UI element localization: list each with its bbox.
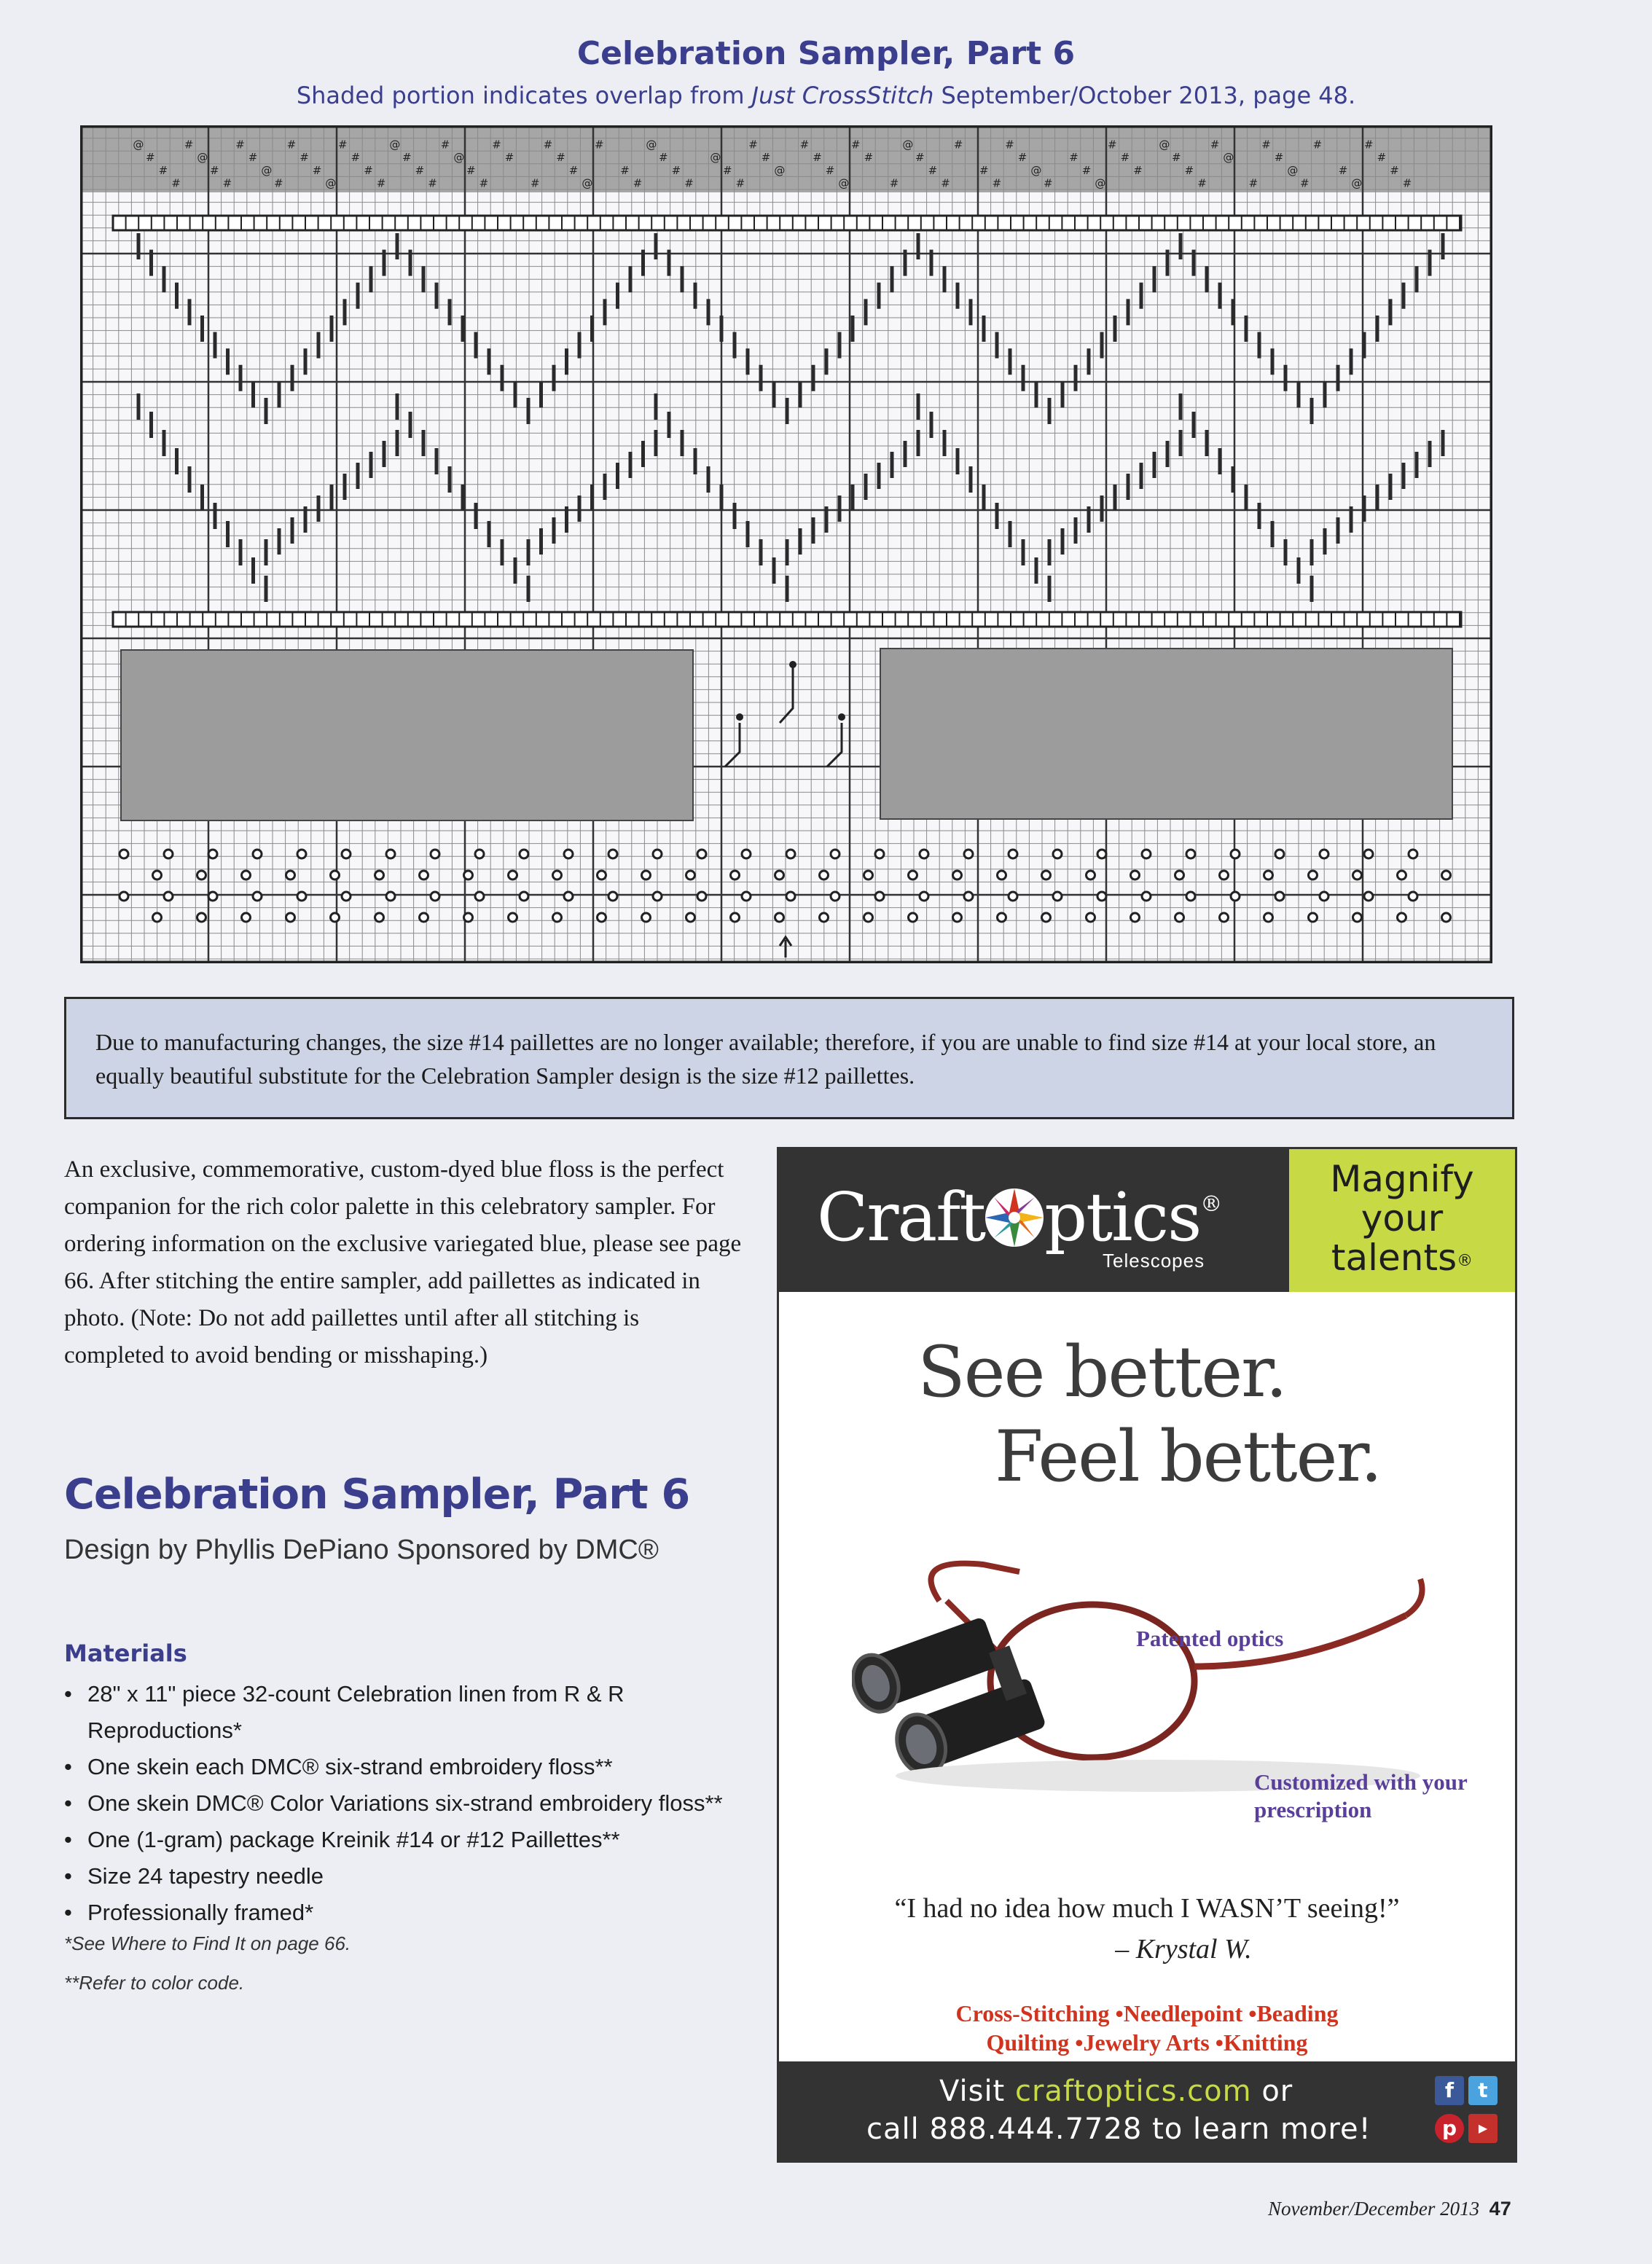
- notice-text: Due to manufacturing changes, the size #14 paillettes are no longer available; therefore, if you are unable to find size #14 at your local store, an equally beautiful substitute for the Celebration Sampler design is the size #12 paillettes.: [95, 1029, 1436, 1089]
- paillette-symbol: [253, 850, 262, 858]
- paillette-symbol: [420, 913, 428, 922]
- symbol-hash: #: [1133, 163, 1143, 177]
- design-title: Celebration Sampler, Part 6: [64, 1470, 690, 1519]
- ad-logo-sub: Telescopes: [1103, 1250, 1205, 1272]
- paillette-symbol: [520, 892, 528, 901]
- paillette-symbol: [242, 913, 251, 922]
- subtitle-source: Just CrossStitch: [751, 82, 934, 109]
- symbol-hash: #: [1300, 176, 1310, 190]
- symbol-hash: #: [415, 163, 425, 177]
- paillette-symbol: [1409, 850, 1417, 858]
- paillette-symbol: [1264, 871, 1273, 880]
- symbol-hash: #: [312, 163, 322, 177]
- paillette-symbol: [1275, 892, 1284, 901]
- paillette-symbol: [1309, 913, 1318, 922]
- paillette-symbol: [653, 850, 662, 858]
- symbol-hash: #: [492, 138, 501, 152]
- ad-visit-line: [939, 2075, 1293, 2108]
- paillette-symbol: [831, 850, 839, 858]
- paillette-symbol: [1175, 913, 1184, 922]
- paillette-symbol: [642, 913, 651, 922]
- badge-mark: ®: [1457, 1252, 1473, 1270]
- stem-dot: [736, 713, 743, 721]
- stem-dot: [789, 661, 796, 668]
- paillette-symbol: [1131, 913, 1140, 922]
- paillette-symbol: [286, 913, 295, 922]
- paillette-symbol: [1053, 892, 1062, 901]
- design-byline: Design by Phyllis DePiano Sponsored by DMC®: [64, 1535, 659, 1565]
- paillette-symbol: [953, 913, 962, 922]
- paillette-symbol: [909, 913, 917, 922]
- materials-item: • Professionally framed*: [64, 1895, 764, 1931]
- symbol-hash: @: [710, 151, 721, 165]
- paillette-symbol: [1042, 871, 1051, 880]
- symbol-hash: @: [1159, 138, 1170, 152]
- symbol-hash: #: [761, 151, 771, 165]
- symbol-hash: #: [364, 163, 373, 177]
- paillette-symbol: [509, 913, 517, 922]
- bottom-rail: [113, 612, 1461, 627]
- symbol-hash: #: [543, 138, 553, 152]
- pinterest-icon[interactable]: p: [1435, 2114, 1464, 2143]
- paillette-symbol: [286, 871, 295, 880]
- paillette-symbol: [1087, 913, 1095, 922]
- paillette-symbol: [1220, 871, 1229, 880]
- symbol-hash: #: [466, 163, 476, 177]
- youtube-icon[interactable]: ▶: [1468, 2114, 1498, 2143]
- symbol-hash: #: [953, 138, 963, 152]
- subtitle-suffix: September/October 2013, page 48.: [933, 82, 1356, 109]
- paillette-symbol: [342, 850, 351, 858]
- symbol-hash: #: [928, 163, 938, 177]
- symbol-hash: #: [440, 138, 450, 152]
- symbol-hash: #: [556, 151, 565, 165]
- paillette-symbol: [1186, 850, 1195, 858]
- symbol-hash: #: [915, 151, 925, 165]
- subtitle-prefix: Shaded portion indicates overlap from: [296, 82, 752, 109]
- paillette-symbol: [909, 871, 917, 880]
- paillette-symbol: [208, 892, 217, 901]
- symbol-hash: @: [774, 163, 786, 177]
- paillette-symbol: [197, 871, 206, 880]
- paillette-symbol: [697, 892, 706, 901]
- paillette-symbol: [431, 850, 439, 858]
- symbol-hash: #: [274, 176, 283, 190]
- symbol-hash: #: [222, 176, 232, 190]
- symbol-hash: #: [531, 176, 540, 190]
- ad-callout-optics: Patented optics: [1136, 1626, 1284, 1651]
- ad-headline-2: Feel better.: [995, 1416, 1382, 1497]
- paillette-symbol: [120, 892, 128, 901]
- page-number: 47: [1489, 2198, 1511, 2220]
- paillette-symbol: [608, 892, 617, 901]
- paillette-symbol: [1409, 892, 1417, 901]
- paillette-symbol: [1142, 892, 1151, 901]
- symbol-hash: #: [210, 163, 219, 177]
- symbol-hash: #: [1274, 151, 1284, 165]
- paillette-symbol: [564, 850, 573, 858]
- paillette-symbol: [608, 850, 617, 858]
- symbol-hash: #: [1248, 176, 1258, 190]
- symbol-hash: #: [1005, 138, 1014, 152]
- stitch-chart-grid: [80, 125, 1492, 963]
- symbol-hash: #: [184, 138, 194, 152]
- paillette-symbol: [120, 850, 128, 858]
- paillette-symbol: [564, 892, 573, 901]
- paillette-symbol: [875, 850, 884, 858]
- paillette-symbol: [386, 892, 395, 901]
- paillette-symbol: [1231, 850, 1240, 858]
- symbol-hash: @: [1095, 176, 1106, 190]
- paillette-symbol: [1309, 871, 1318, 880]
- compass-star-icon: [983, 1186, 1046, 1249]
- symbol-hash: #: [620, 163, 630, 177]
- paillette-symbol: [1320, 850, 1328, 858]
- paillette-symbol: [875, 892, 884, 901]
- paillette-symbol: [1087, 871, 1095, 880]
- symbol-hash: #: [1172, 151, 1181, 165]
- symbol-hash: @: [1223, 151, 1234, 165]
- symbol-hash: @: [133, 138, 144, 152]
- symbol-hash: #: [851, 138, 861, 152]
- symbol-hash: #: [633, 176, 643, 190]
- paillette-symbol: [686, 871, 695, 880]
- facebook-icon[interactable]: f: [1435, 2076, 1464, 2105]
- symbol-hash: #: [235, 138, 245, 152]
- paillette-symbol: [553, 913, 562, 922]
- paillette-symbol: [820, 871, 829, 880]
- materials-item: • Size 24 tapestry needle: [64, 1858, 764, 1895]
- badge-line: your: [1361, 1197, 1444, 1239]
- paillette-symbol: [1220, 913, 1229, 922]
- paillette-symbol: [1231, 892, 1240, 901]
- symbol-hash: @: [1351, 176, 1363, 190]
- website-link[interactable]: craftoptics.com: [1014, 2075, 1252, 2108]
- symbol-hash: #: [286, 138, 297, 152]
- paillette-symbol: [1320, 892, 1328, 901]
- paillette-symbol: [1364, 850, 1373, 858]
- symbol-hash: #: [1402, 176, 1412, 190]
- paillette-symbol: [153, 871, 162, 880]
- brand-right: ptics: [1044, 1178, 1201, 1256]
- top-rail: [113, 216, 1461, 230]
- paillette-symbol: [153, 913, 162, 922]
- paillette-symbol: [998, 913, 1006, 922]
- symbol-hash: #: [158, 163, 168, 177]
- symbol-hash: #: [684, 176, 694, 190]
- paillette-symbol: [731, 871, 740, 880]
- paillette-symbol: [864, 871, 873, 880]
- paillette-symbol: [820, 913, 829, 922]
- paillette-symbol: [464, 871, 473, 880]
- symbol-hash: #: [1017, 151, 1027, 165]
- badge-line-text: talents: [1331, 1237, 1457, 1279]
- chart-subtitle: [0, 82, 1652, 109]
- paillette-symbol: [1097, 892, 1106, 901]
- paillette-symbol: [375, 913, 384, 922]
- symbol-hash: #: [813, 151, 822, 165]
- paillette-symbol: [253, 892, 262, 901]
- paillette-symbol: [464, 913, 473, 922]
- paillette-symbol: [331, 913, 340, 922]
- symbol-hash: #: [1120, 151, 1130, 165]
- symbol-hash: #: [504, 151, 514, 165]
- stitch-chart: [80, 125, 1492, 963]
- symbol-hash: #: [595, 138, 604, 152]
- paillette-symbol: [920, 892, 928, 901]
- paillette-symbol: [998, 871, 1006, 880]
- symbol-hash: #: [1377, 151, 1387, 165]
- paillette-symbol: [697, 850, 706, 858]
- symbol-hash: #: [1069, 151, 1079, 165]
- paillette-symbol: [1142, 850, 1151, 858]
- materials-heading: Materials: [64, 1640, 187, 1667]
- paillette-symbol: [1398, 913, 1406, 922]
- paillette-symbol: [686, 913, 695, 922]
- paillette-symbol: [1053, 850, 1062, 858]
- paillette-symbol: [1353, 913, 1362, 922]
- symbol-hash: #: [1338, 163, 1348, 177]
- ad-crafts-line-1: Cross-Stitching •Needlepoint •Beading: [955, 2000, 1339, 2026]
- paillette-symbol: [1186, 892, 1195, 901]
- paillette-symbol: [1398, 871, 1406, 880]
- ad-testimonial-author: – Krystal W.: [1115, 1934, 1252, 1965]
- paillette-symbol: [164, 850, 173, 858]
- paillette-symbol: [964, 892, 973, 901]
- paillette-symbol: [1275, 850, 1284, 858]
- paillette-symbol: [1175, 871, 1184, 880]
- symbol-hash: @: [197, 151, 208, 165]
- materials-item: • 28" x 11" piece 32-count Celebration linen from R & R Reproductions*: [64, 1676, 764, 1749]
- symbol-hash: #: [1044, 176, 1053, 190]
- footnote-where-to-find: *See Where to Find It on page 66.: [64, 1932, 351, 1954]
- paillette-symbol: [642, 871, 651, 880]
- paillette-symbol: [509, 871, 517, 880]
- ad-logo: [817, 1178, 1221, 1256]
- paillette-symbol: [331, 871, 340, 880]
- symbol-hash: #: [941, 176, 950, 190]
- symbol-hash: #: [338, 138, 348, 152]
- symbol-hash: #: [300, 151, 309, 165]
- materials-item: • One (1-gram) package Kreinik #14 or #12 Paillettes**: [64, 1822, 764, 1858]
- symbol-hash: #: [351, 151, 361, 165]
- materials-list: [64, 1676, 764, 1931]
- symbol-hash: #: [1261, 138, 1271, 152]
- paillette-symbol: [1042, 913, 1051, 922]
- paillette-symbol: [342, 892, 351, 901]
- ad-footer-bar: [779, 2061, 1515, 2161]
- symbol-hash: @: [1287, 163, 1299, 177]
- paillette-symbol: [864, 913, 873, 922]
- symbol-hash: #: [799, 138, 810, 152]
- ad-phone-line[interactable]: call 888.444.7728 to learn more!: [866, 2112, 1371, 2146]
- symbol-hash: @: [582, 176, 593, 190]
- ad-badge: [1289, 1149, 1515, 1292]
- stem-dot: [838, 713, 845, 721]
- paillette-symbol: [1131, 871, 1140, 880]
- paillette-symbol: [1364, 892, 1373, 901]
- symbol-hash: #: [992, 176, 1002, 190]
- paillette-symbol: [475, 892, 484, 901]
- paillette-symbol: [242, 871, 251, 880]
- paillette-symbol: [742, 892, 751, 901]
- symbol-hash: #: [248, 151, 258, 165]
- symbol-hash: #: [146, 151, 155, 165]
- paillette-symbol: [831, 892, 839, 901]
- paillette-symbol: [431, 892, 439, 901]
- symbol-hash: #: [376, 176, 386, 190]
- symbol-hash: #: [1364, 138, 1374, 152]
- ad-callout-prescription: Customized with your prescription: [1254, 1769, 1468, 1822]
- symbol-hash: #: [735, 176, 745, 190]
- paillette-symbol: [208, 850, 217, 858]
- paillette-symbol: [164, 892, 173, 901]
- paillette-symbol: [775, 913, 784, 922]
- notice-box: [64, 997, 1514, 1119]
- paillette-symbol: [1097, 850, 1106, 858]
- symbol-hash: #: [1210, 138, 1220, 152]
- badge-line: Magnify: [1330, 1158, 1474, 1200]
- symbol-hash: @: [261, 163, 273, 177]
- symbol-hash: @: [389, 138, 401, 152]
- paillette-symbol: [775, 871, 784, 880]
- paillette-symbol: [297, 850, 306, 858]
- symbol-hash: #: [979, 163, 989, 177]
- badge-line: [1289, 1238, 1515, 1281]
- page-footer: [1268, 2198, 1511, 2220]
- twitter-icon[interactable]: t: [1468, 2076, 1498, 2105]
- materials-item: • One skein DMC® Color Variations six-strand embroidery floss**: [64, 1785, 764, 1822]
- footnote-color-code: **Refer to color code.: [64, 1972, 245, 1994]
- paillette-symbol: [1442, 913, 1451, 922]
- paillette-symbol: [297, 892, 306, 901]
- symbol-hash: #: [748, 138, 758, 152]
- symbol-hash: #: [1390, 163, 1399, 177]
- paillette-symbol: [1264, 913, 1273, 922]
- paillette-symbol: [786, 892, 795, 901]
- symbol-hash: @: [902, 138, 914, 152]
- paillette-symbol: [197, 913, 206, 922]
- paillette-symbol: [1353, 871, 1362, 880]
- shaded-panel-right: [880, 649, 1452, 819]
- paillette-symbol: [420, 871, 428, 880]
- symbol-hash: #: [1184, 163, 1194, 177]
- paillette-symbol: [731, 913, 740, 922]
- paillette-symbol: [920, 850, 928, 858]
- paillette-symbol: [1009, 850, 1017, 858]
- materials-item: • One skein each DMC® six-strand embroidery floss**: [64, 1749, 764, 1785]
- symbol-hash: #: [864, 151, 874, 165]
- symbol-hash: #: [659, 151, 668, 165]
- ad-crafts-line-2: Quilting •Jewelry Arts •Knitting: [986, 2029, 1308, 2056]
- paillette-symbol: [786, 850, 795, 858]
- symbol-hash: #: [402, 151, 412, 165]
- symbol-hash: @: [646, 138, 657, 152]
- symbol-hash: #: [568, 163, 579, 177]
- paillette-symbol: [520, 850, 528, 858]
- symbol-hash: @: [838, 176, 850, 190]
- paillette-symbol: [1009, 892, 1017, 901]
- craftoptics-advertisement[interactable]: [777, 1147, 1517, 2163]
- symbol-hash: #: [479, 176, 489, 190]
- brand-left: Craft: [817, 1178, 985, 1256]
- paillette-symbol: [964, 850, 973, 858]
- chart-title: Celebration Sampler, Part 6: [576, 35, 1076, 72]
- symbol-hash: #: [825, 163, 835, 177]
- ad-header-bar: [779, 1149, 1515, 1292]
- visit-prefix: Visit: [939, 2075, 1015, 2108]
- paillette-symbol: [742, 850, 751, 858]
- paillette-symbol: [475, 850, 484, 858]
- paillette-symbol: [953, 871, 962, 880]
- symbol-hash: @: [325, 176, 337, 190]
- paillette-symbol: [1442, 871, 1451, 880]
- paillette-symbol: [375, 871, 384, 880]
- brand-mark: ®: [1200, 1191, 1221, 1217]
- symbol-hash: #: [171, 176, 181, 190]
- symbol-hash: #: [1081, 163, 1092, 177]
- symbol-hash: #: [428, 176, 437, 190]
- issue-date: November/December 2013: [1268, 2198, 1480, 2220]
- symbol-hash: @: [1030, 163, 1042, 177]
- visit-suffix: or: [1251, 2075, 1293, 2108]
- paillette-symbol: [553, 871, 562, 880]
- symbol-hash: @: [453, 151, 465, 165]
- symbol-hash: #: [671, 163, 681, 177]
- shaded-panel-left: [121, 650, 693, 820]
- ad-headline-1: See better.: [917, 1331, 1286, 1413]
- paillette-symbol: [598, 913, 606, 922]
- symbol-hash: #: [1312, 138, 1323, 152]
- symbol-hash: #: [1197, 176, 1207, 190]
- symbol-hash: #: [889, 176, 899, 190]
- paillette-symbol: [653, 892, 662, 901]
- paillette-symbol: [598, 871, 606, 880]
- intro-paragraph: An exclusive, commemorative, custom-dyed blue floss is the perfect companion for the rich color palette in this celebratory sampler. For ordering information on the exclusive variegated blue, please see page 66. After stitching the entire sampler, add paillettes as indicated in photo. (Note: Do not add paillettes until after all stitching is completed to avoid bending or misshaping.): [64, 1156, 742, 1368]
- paillette-symbol: [386, 850, 395, 858]
- ad-testimonial: “I had no idea how much I WASN’T seeing!”: [894, 1893, 1400, 1924]
- symbol-hash: #: [1108, 138, 1117, 152]
- symbol-hash: #: [723, 163, 732, 177]
